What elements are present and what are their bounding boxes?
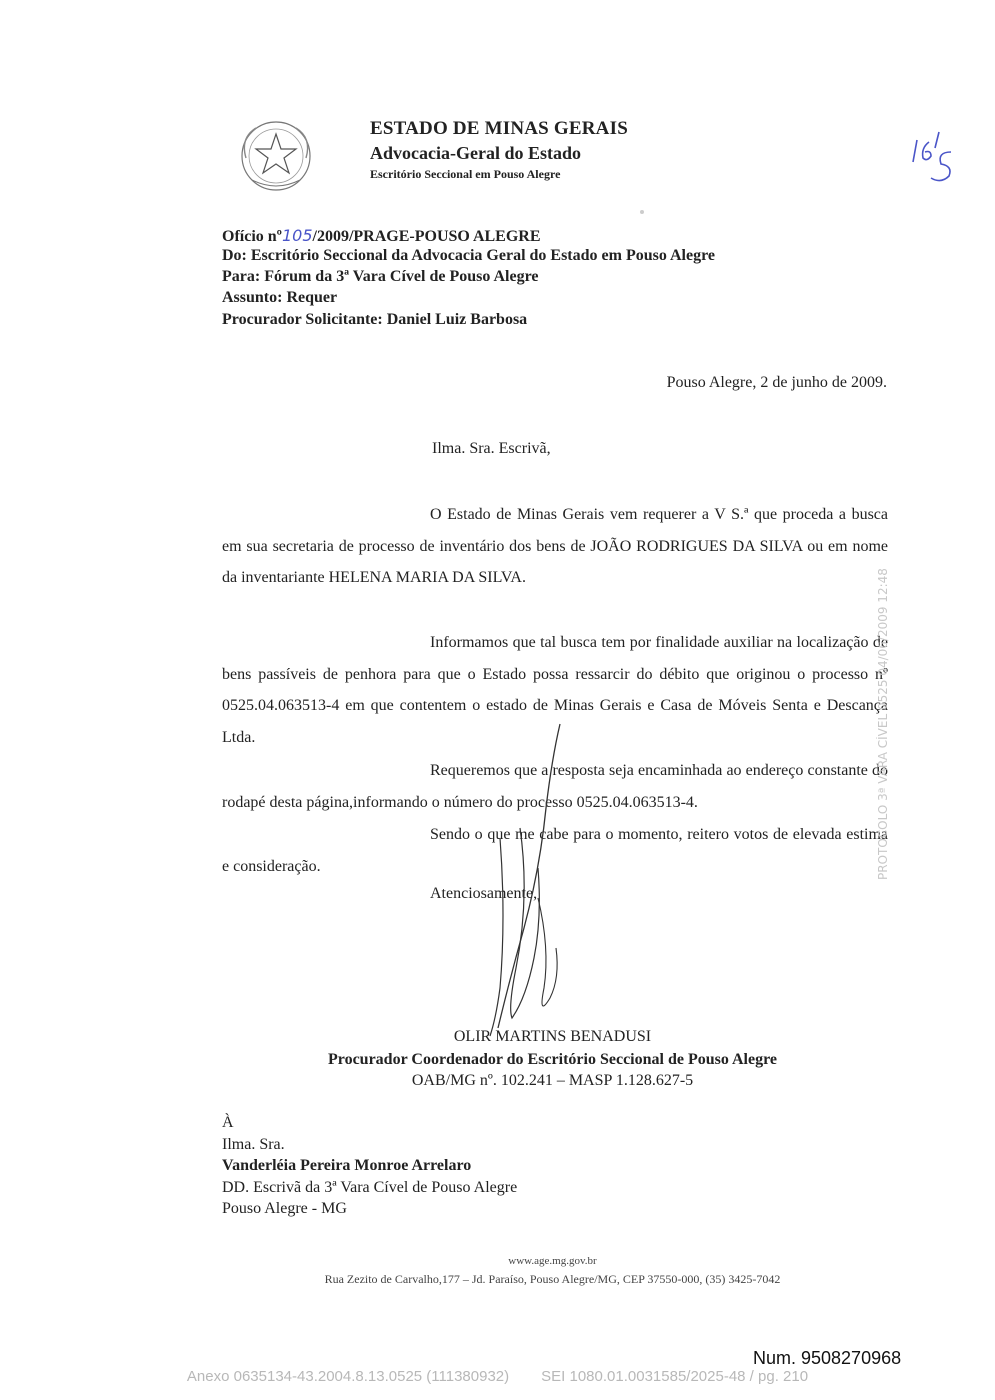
document-number: Num. 9508270968 bbox=[753, 1348, 902, 1368]
oficio-number-handwritten: 105 bbox=[281, 226, 313, 245]
paragraph-1-text: O Estado de Minas Gerais vem requerer a V S.ª que proceda a busca em sua secretaria de processo de inventário dos bens de JOÃO RODRIGUES DA SILVA ou em nome da inventariante HELENA MARIA DA SILVA. bbox=[222, 506, 888, 586]
scan-speck bbox=[640, 210, 644, 214]
side-protocol-stamp: PROTOCOLO 3ª VARA CÍVEL 0525 04/06/2009 12:48 bbox=[876, 568, 890, 880]
oficio-prefix: Ofício nº bbox=[222, 228, 282, 245]
addressee-line-1: À bbox=[222, 1114, 234, 1131]
footer-website: www.age.mg.gov.br bbox=[508, 1255, 597, 1267]
oficio-suffix: /2009/PRAGE-POUSO ALEGRE bbox=[312, 228, 541, 245]
annex-right: SEI 1080.01.0031585/2025-48 / pg. 210 bbox=[541, 1368, 809, 1385]
addressee-city: Pouso Alegre - MG bbox=[222, 1200, 347, 1217]
signatory-title: Procurador Coordenador do Escritório Seccional de Pouso Alegre bbox=[327, 1051, 777, 1068]
signatory-name: OLIR MARTINS BENADUSI bbox=[453, 1028, 652, 1045]
oficio-line bbox=[222, 226, 541, 246]
annex-left: Anexo 0635134-43.2004.8.13.0525 (111380932) bbox=[186, 1368, 510, 1385]
signatory-registration: OAB/MG nº. 102.241 – MASP 1.128.627-5 bbox=[411, 1072, 694, 1089]
paragraph-3-text: Requeremos que a resposta seja encaminhada ao endereço constante do rodapé desta página,informando o número do processo 0525.04.063513-4. bbox=[222, 762, 888, 811]
header-office: Escritório Seccional em Pouso Alegre bbox=[370, 167, 561, 181]
annex-line bbox=[0, 1368, 995, 1385]
signature-icon bbox=[460, 718, 580, 1048]
header-state: ESTADO DE MINAS GERAIS bbox=[370, 118, 628, 139]
paragraph-1 bbox=[222, 499, 888, 594]
footer-address: Rua Zezito de Carvalho,177 – Jd. Paraíso, Pouso Alegre/MG, CEP 37550-000, (35) 3425-7042 bbox=[324, 1272, 781, 1286]
addressee-line-2: Ilma. Sra. bbox=[222, 1136, 285, 1153]
addressee-name: Vanderléia Pereira Monroe Arrelaro bbox=[222, 1157, 472, 1174]
requester-line: Procurador Solicitante: Daniel Luiz Barbosa bbox=[222, 311, 528, 328]
subject-line: Assunto: Requer bbox=[222, 289, 338, 306]
paragraph-4-text: Sendo o que me cabe para o momento, reitero votos de elevada estima e consideração. bbox=[222, 826, 888, 875]
header-agency: Advocacia-Geral do Estado bbox=[370, 143, 581, 163]
paragraph-2-text: Informamos que tal busca tem por finalidade auxiliar na localização de bens passíveis de penhora para que o Estado possa ressarcir do débito que originou o processo nº 0525.04.063513-4 em que contentem o estado de Minas Gerais e Casa de Móveis Senta e Descança Ltda. bbox=[222, 634, 888, 746]
closing: Atenciosamente, bbox=[430, 885, 538, 902]
to-line: Para: Fórum da 3ª Vara Cível de Pouso Alegre bbox=[222, 268, 539, 285]
state-seal-icon bbox=[232, 118, 320, 196]
addressee-role: DD. Escrivã da 3ª Vara Cível de Pouso Alegre bbox=[222, 1179, 518, 1196]
from-line: Do: Escritório Seccional da Advocacia Geral do Estado em Pouso Alegre bbox=[222, 247, 715, 264]
salutation: Ilma. Sra. Escrivã, bbox=[432, 440, 551, 457]
handwritten-note-icon bbox=[905, 128, 965, 188]
date-line: Pouso Alegre, 2 de junho de 2009. bbox=[666, 374, 887, 391]
